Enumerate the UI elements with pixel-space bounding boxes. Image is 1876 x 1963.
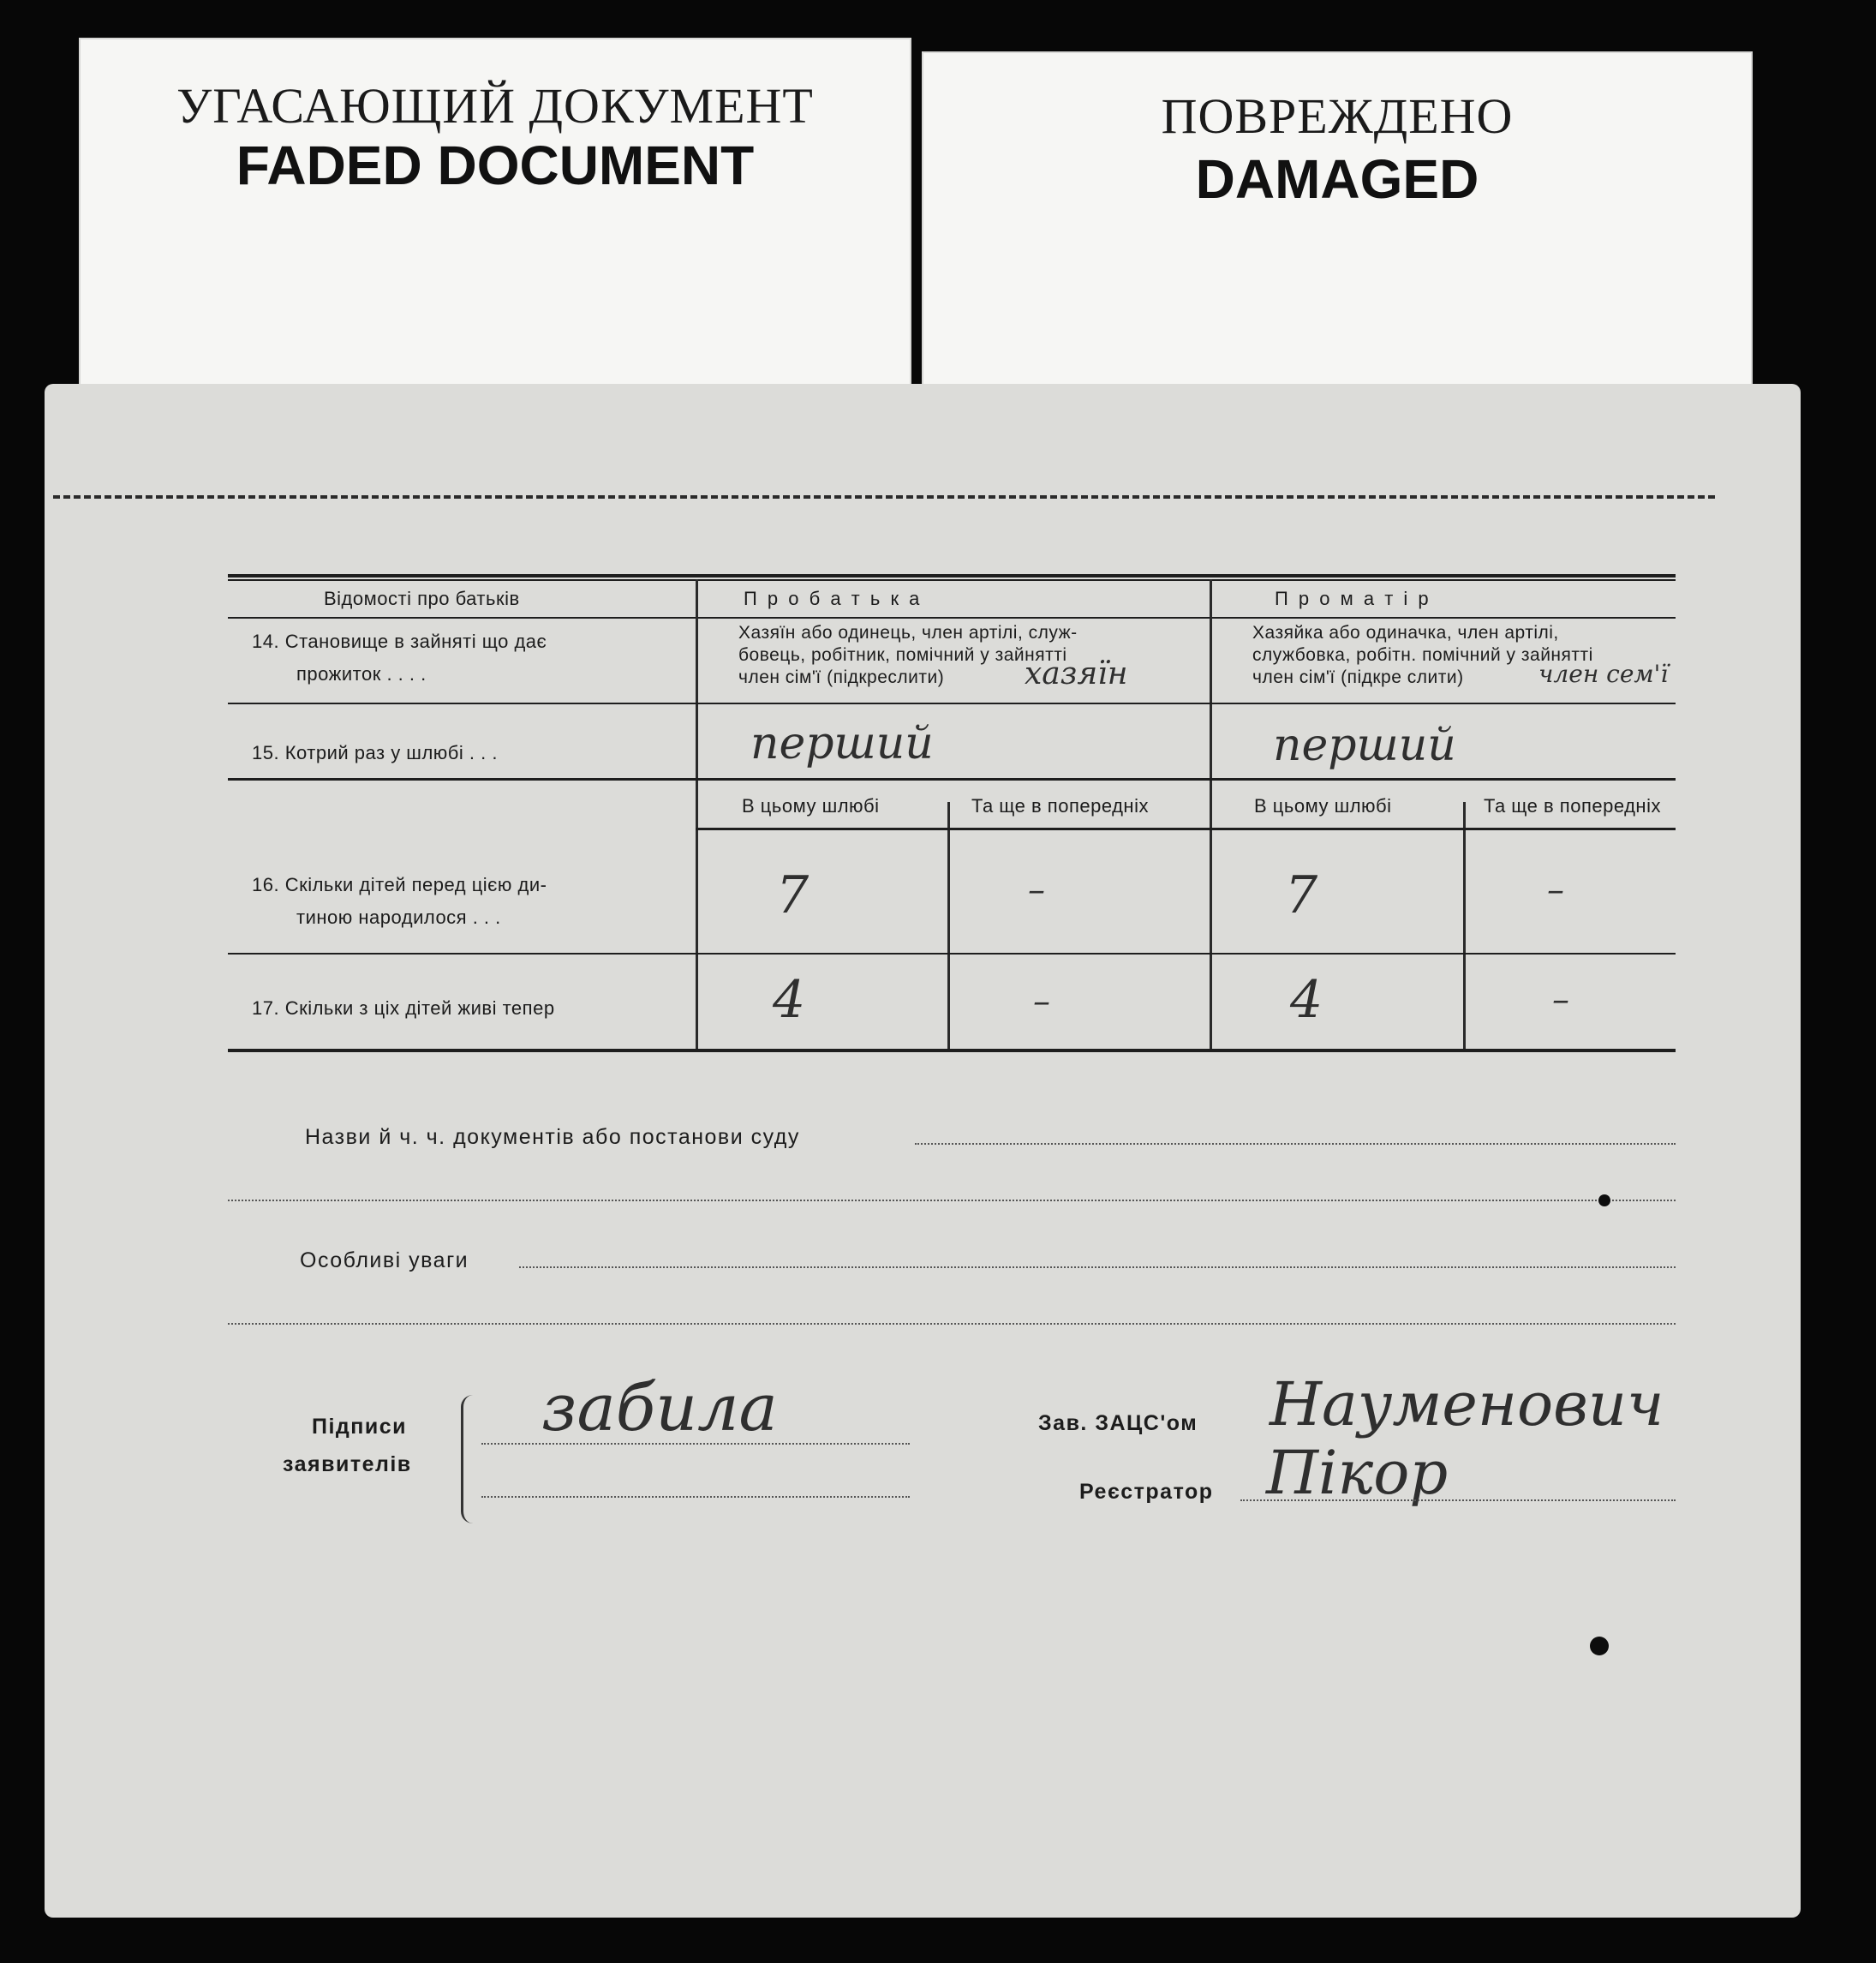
- record-sheet: [45, 384, 1801, 1918]
- sub-father-this: В цьому шлюбі: [742, 795, 880, 817]
- faded-document-en: FADED DOCUMENT: [236, 135, 755, 196]
- applicant-signature: забила: [541, 1369, 778, 1445]
- row17-label: 17. Скільки з ціх дітей живі тепер: [252, 997, 555, 1019]
- faded-document-card: [79, 38, 911, 398]
- signatures-label-1: Підписи: [312, 1415, 408, 1439]
- row17-father-this: 4: [773, 970, 806, 1030]
- head-signature: Науменович: [1270, 1369, 1664, 1439]
- row14-mother-2: службовка, робітн. помічний у зайнятті: [1252, 645, 1593, 665]
- head-label: Зав. ЗАЦС'ом: [1038, 1411, 1198, 1435]
- table-bottom-rule: [228, 1049, 1676, 1052]
- damaged-card: [922, 51, 1753, 394]
- row14-father-3: член сім'ї (підкреслити): [738, 667, 945, 687]
- sub-mother-prev: Та ще в попередніх: [1484, 795, 1661, 817]
- sub-father-prev: Та ще в попередніх: [971, 795, 1149, 817]
- row16-label-2: тиною народилося . . .: [296, 907, 501, 928]
- row16-father-this: 7: [776, 865, 810, 925]
- punch-hole: [1590, 1637, 1609, 1655]
- row17-mother-prev: –: [1552, 980, 1569, 1020]
- row14-mother-3: член сім'ї (підкре слити): [1252, 667, 1464, 687]
- remarks-label: Особливі уваги: [300, 1248, 469, 1272]
- damaged-ru: ПОВРЕЖДЕНО: [1161, 88, 1514, 144]
- faded-document-ru: УГАСАЮЩИЙ ДОКУМЕНТ: [176, 78, 814, 134]
- row14-father-2: бовець, робітник, помічний у зайнятті: [738, 645, 1067, 665]
- header-mother: П р о м а т і р: [1275, 588, 1431, 609]
- row15-mother-hand: перший: [1273, 720, 1456, 771]
- header-father: П р о б а т ь к а: [744, 588, 923, 609]
- damaged-en: DAMAGED: [1195, 148, 1479, 210]
- row14-father-hand: хазяїн: [1025, 656, 1128, 691]
- row16-mother-prev: –: [1547, 871, 1564, 910]
- row14-father-1: Хазяїн або одинець, член артілі, служ-: [738, 623, 1078, 643]
- table-top-rule: [228, 574, 1676, 578]
- row17-father-prev: –: [1033, 982, 1050, 1021]
- sub-mother-this: В цьому шлюбі: [1254, 795, 1392, 817]
- signatures-brace: [461, 1395, 479, 1523]
- header-col-label: Відомості про батьків: [324, 588, 520, 609]
- damage-spot: [1598, 1194, 1610, 1206]
- row16-label-1: 16. Скільки дітей перед цією ди-: [252, 874, 547, 895]
- row15-father-hand: перший: [750, 718, 934, 769]
- row14-mother-hand: член сем'ї: [1538, 660, 1669, 688]
- row17-mother-this: 4: [1290, 970, 1323, 1030]
- documents-label: Назви й ч. ч. документів або постанови суду: [305, 1125, 800, 1149]
- row16-father-prev: –: [1028, 871, 1045, 910]
- perforation-line: [53, 495, 1715, 499]
- row14-mother-1: Хазяйка або одиначка, член артілі,: [1252, 623, 1559, 643]
- row16-mother-this: 7: [1285, 865, 1318, 925]
- row15-label: 15. Котрий раз у шлюбі . . .: [252, 742, 498, 763]
- registrar-label: Реєстратор: [1079, 1480, 1214, 1504]
- signatures-label-2: заявителів: [283, 1452, 412, 1476]
- registrar-signature: Пікор: [1266, 1438, 1449, 1508]
- row14-label-2: прожиток . . . .: [296, 663, 427, 685]
- row14-label-1: 14. Становище в зайняті що дає: [252, 631, 547, 652]
